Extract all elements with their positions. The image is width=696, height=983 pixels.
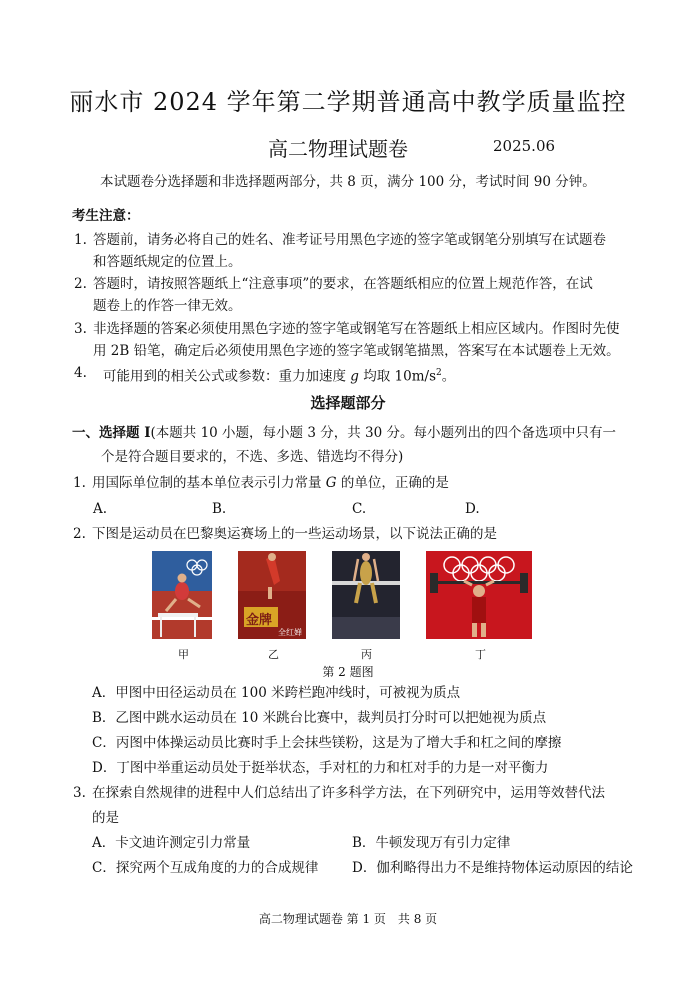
exam-intro: 本试题卷分选择题和非选择题两部分，共 8 页，满分 100 分，考试时间 90 分钟。 [100,174,596,190]
q1-num: 1. [73,475,86,491]
notice-2-line2: 题卷上的作答一律无效。 [93,298,242,314]
notice-4-text-b: 均取 10m/s [358,368,436,385]
q1-option-b: B. [212,501,227,517]
q3-option-d: D．伽利略得出力不是维持物体运动原因的结论 [352,860,633,876]
photo-label-jia: 甲 [178,648,189,661]
notice-3-line2: 用 2B 铅笔，确定后必须使用黑色字迹的签字笔或钢笔描黑，答案写在本试题卷上无效。 [93,343,620,359]
hurdles-image [152,551,212,639]
notice-1-line1: 答题前，请务必将自己的姓名、准考证号用黑色字迹的签字笔或钢笔分别填写在试题卷 [93,232,606,248]
photo-gymnastics [332,551,400,639]
notice-3-line1: 非选择题的答案必须使用黑色字迹的签字笔或钢笔写在答题纸上相应区域内。作图时先使 [93,321,620,337]
photo-diving [238,551,306,639]
notice-4-line [103,364,455,386]
gravity-symbol: g [350,368,359,385]
q1-option-a: A. [93,501,108,517]
notice-4-sup: 2 [436,368,442,378]
q1-option-c: C. [352,501,367,517]
exam-date: 2025.06 [493,137,556,155]
notice-4-text-c: 。 [441,368,456,385]
q2-option-b: B．乙图中跳水运动员在 10 米跳台比赛中，裁判员打分时可以把她视为质点 [92,710,547,726]
gymnastics-image [332,551,400,639]
q3-option-b: B．牛顿发现万有引力定律 [352,835,511,851]
q3-option-a: A．卡文迪许测定引力常量 [92,835,251,851]
photo-label-yi: 乙 [268,648,279,661]
notice-4-text-a: 可能用到的相关公式或参数：重力加速度 [103,368,351,385]
photo-b-name-text: 全红婵 [278,628,302,637]
weightlifting-image [426,551,532,639]
photo-b-gold-text: 金牌 [246,613,273,628]
exam-subtitle: 高二物理试题卷 [268,137,408,161]
part1-desc-2: 个是符合题目要求的，不选、多选、错选均不得分) [101,449,404,465]
notice-heading: 考生注意： [72,208,140,224]
photo-label-ding: 丁 [475,648,486,661]
figure-caption: 第 2 题图 [322,665,374,679]
q1-option-d: D. [465,501,480,517]
part1-header [72,424,616,442]
notice-4-num: 4. [74,365,87,381]
q2-stem: 下图是运动员在巴黎奥运赛场上的一些运动场景，以下说法正确的是 [92,526,497,542]
notice-3-num: 3. [74,321,87,337]
notice-2-num: 2. [74,276,87,292]
page-footer: 高二物理试题卷 第 1 页 共 8 页 [258,912,438,926]
notice-1-num: 1. [74,232,87,248]
q2-option-a: A．甲图中田径运动员在 100 米跨栏跑冲线时，可被视为质点 [92,685,461,701]
notice-2-line1: 答题时，请按照答题纸上“注意事项”的要求，在答题纸相应的位置上规范作答，在试 [93,276,593,292]
photo-hurdles [152,551,212,639]
q2-option-d: D．丁图中举重运动员处于挺举状态，手对杠的力和杠对手的力是一对平衡力 [92,760,549,776]
section-title: 选择题部分 [310,394,386,412]
exam-title: 丽水市 2024 学年第二学期普通高中教学质量监控 [69,88,627,116]
q2-option-c: C．丙图中体操运动员比赛时手上会抹些镁粉，这是为了增大手和杠之间的摩擦 [92,735,562,751]
q3-num: 3. [73,785,86,801]
q1-text-b: 的单位，正确的是 [336,475,449,491]
q3-stem-line1: 在探索自然规律的进程中人们总结出了许多科学方法，在下列研究中，运用等效替代法 [92,785,605,801]
q3-option-c: C．探究两个互成角度的力的合成规律 [92,860,319,876]
q1-stem [92,474,449,492]
part1-label: 一、选择题 I [72,425,151,441]
q3-stem-line2: 的是 [92,810,119,826]
photo-label-bing: 丙 [361,648,372,661]
photo-weightlifting [426,551,532,639]
q2-num: 2. [73,526,86,542]
notice-1-line2: 和答题纸规定的位置上。 [93,254,242,270]
q1-text-a: 用国际单位制的基本单位表示引力常量 [92,475,326,491]
part1-desc-1: (本题共 10 小题，每小题 3 分，共 30 分。每小题列出的四个备选项中只有一 [150,425,616,441]
q1-var: G [325,475,337,491]
